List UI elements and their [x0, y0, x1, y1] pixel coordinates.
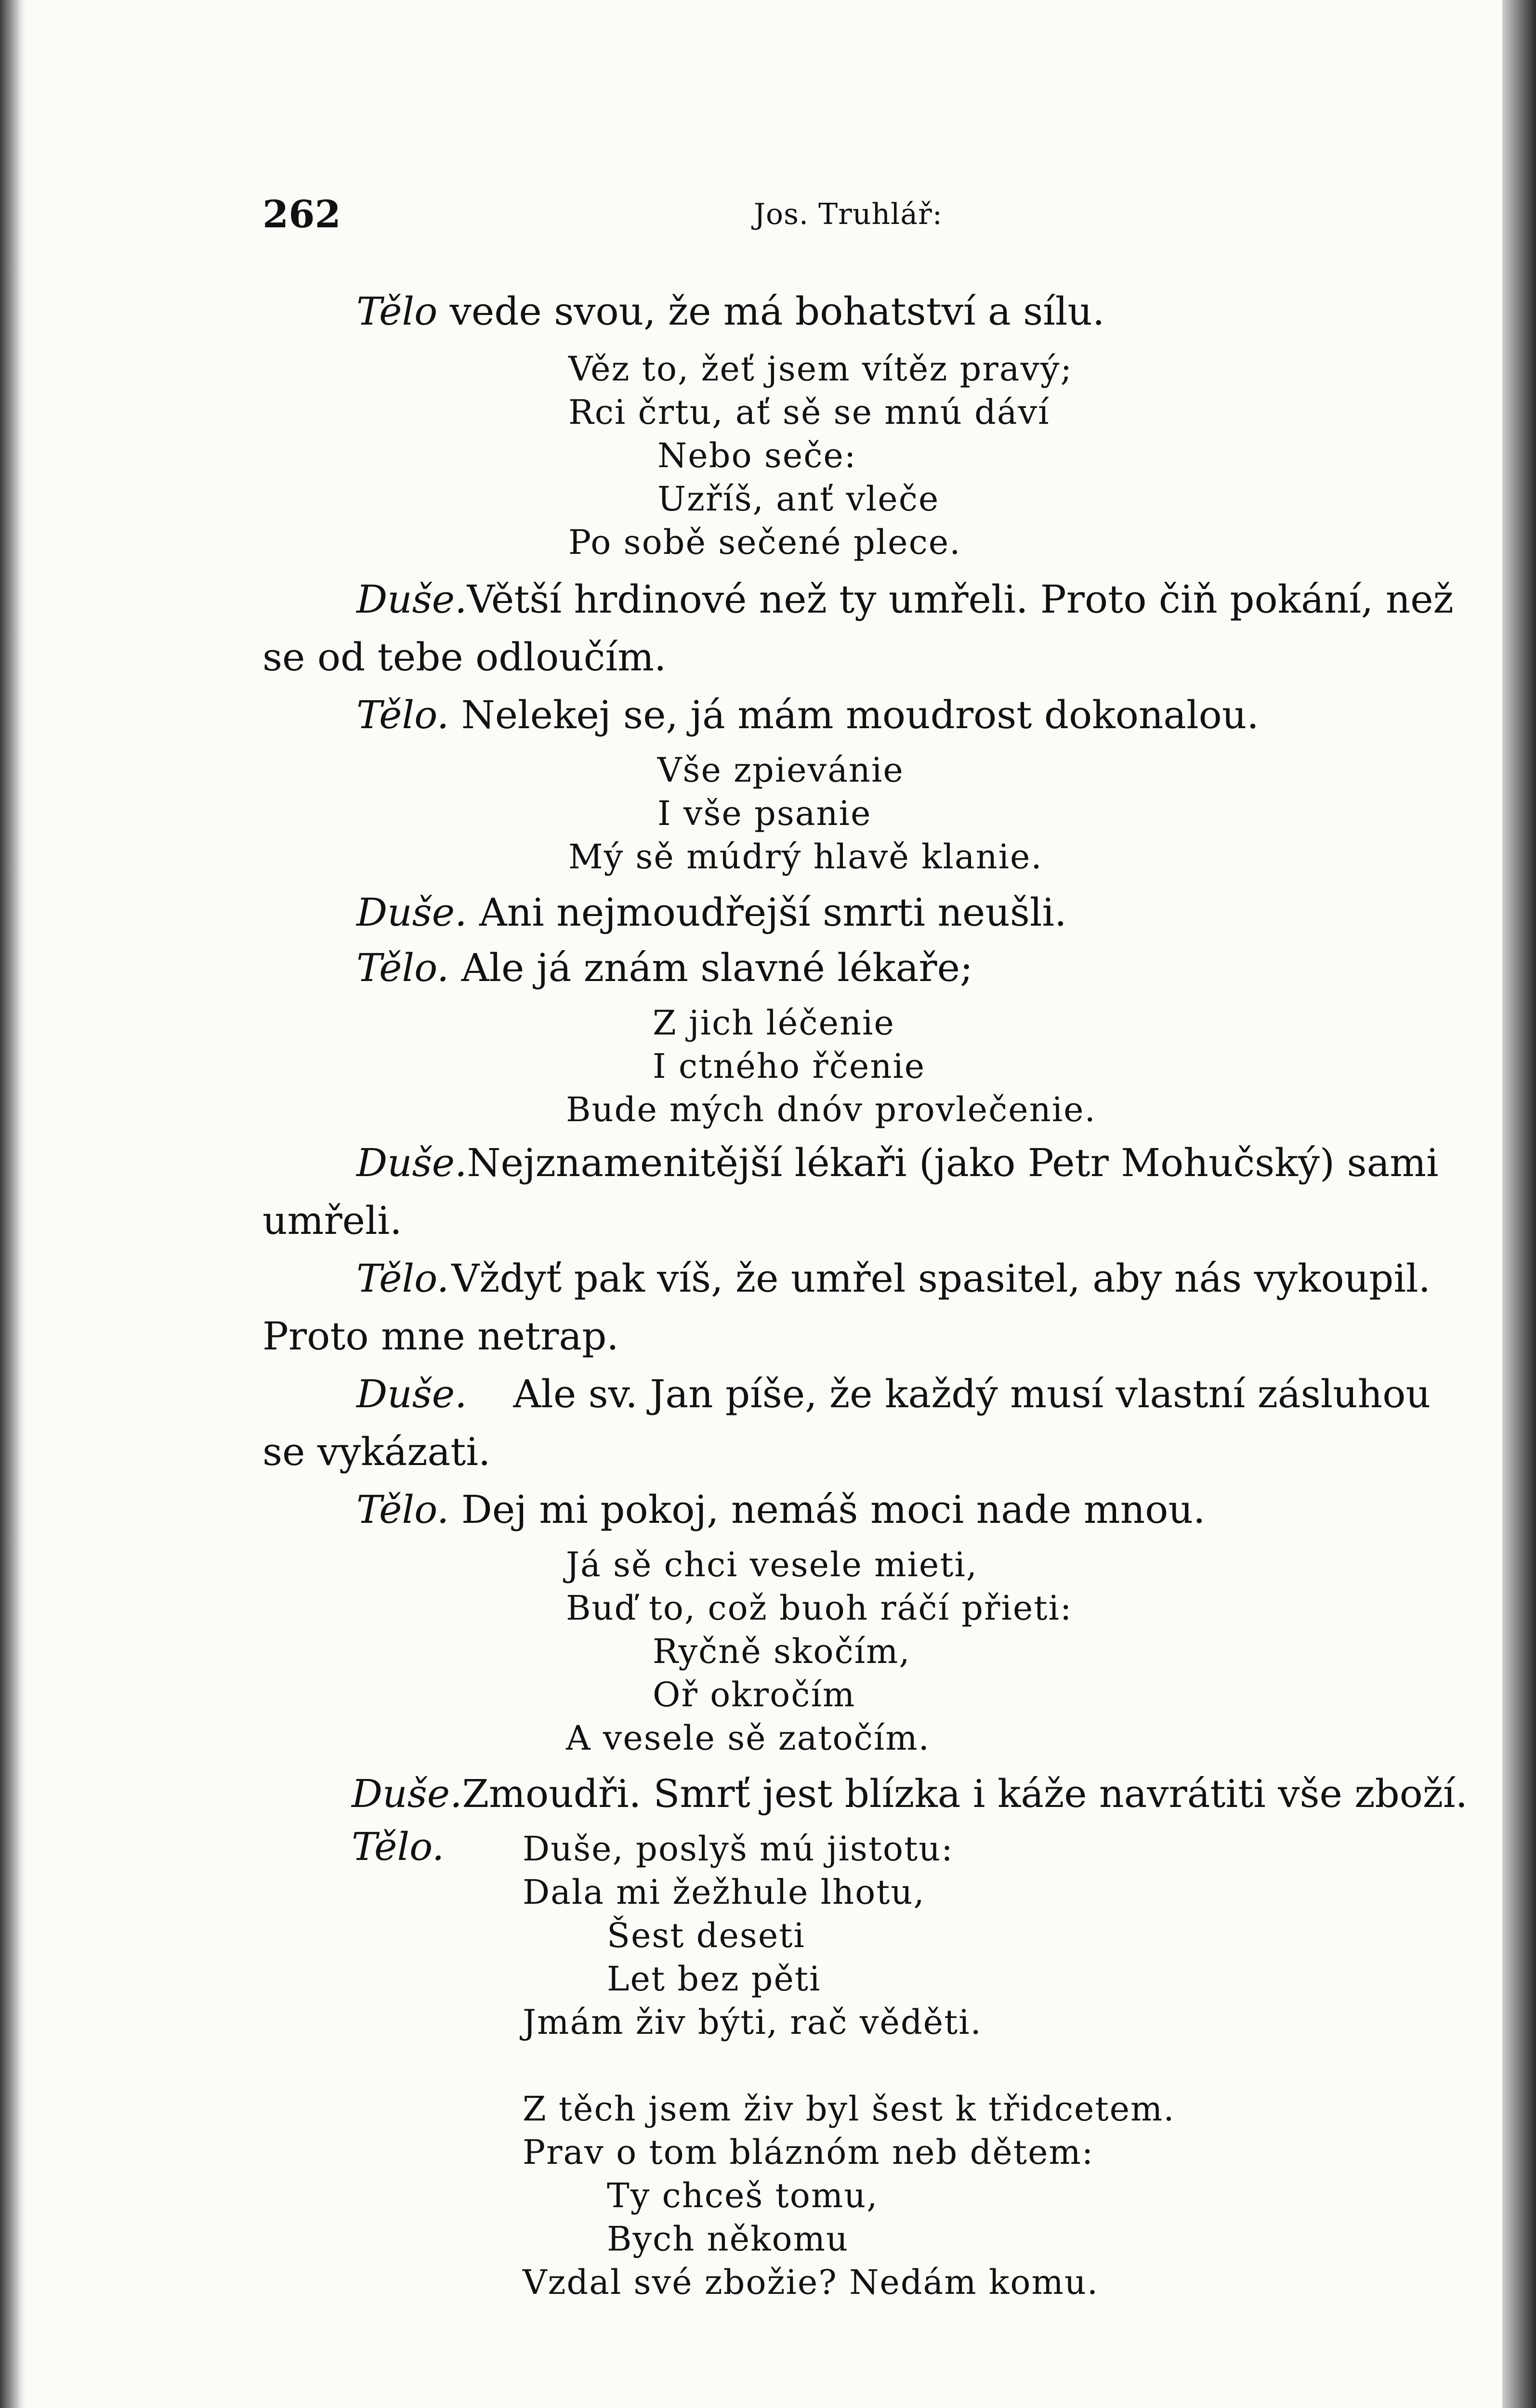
page-number: 262: [263, 193, 341, 236]
speaker: Tělo: [356, 289, 438, 334]
speaker: Tělo.: [356, 945, 449, 990]
prose-line: umřeli.: [263, 1198, 402, 1243]
verse-line: I vše psanie: [657, 794, 872, 833]
speaker: Duše.: [356, 1140, 467, 1185]
verse-line: Věz to, žeť jsem vítěz pravý;: [568, 349, 1073, 389]
verse-line: Vše zpievánie: [657, 750, 904, 790]
verse-line: Dala mi žežhule lhotu,: [523, 1872, 925, 1912]
verse-line: Z jich léčenie: [653, 1003, 895, 1043]
dialogue-line: Duše. Nejznamenitější lékaři (jako Petr Mohučský) sami: [356, 1140, 1439, 1185]
dialogue-line: Tělo. Dej mi pokoj, nemáš moci nade mnou.: [356, 1487, 1206, 1532]
verse-line: Po sobě sečené plece.: [568, 523, 961, 562]
dialogue-line: Tělo. Ale já znám slavné lékaře;: [356, 945, 973, 990]
verse-line: Já sě chci vesele mieti,: [566, 1545, 978, 1584]
verse-line: Uzříš, anť vleče: [657, 479, 940, 519]
verse-line: Bude mých dnóv provlečenie.: [566, 1090, 1096, 1129]
dialogue-line: Duše. Zmoudři. Smrť jest blízka i káže navrátiti vše zboží.: [352, 1771, 1468, 1816]
speaker: Tělo.: [356, 1256, 449, 1301]
verse-line: Ryčně skočím,: [653, 1632, 911, 1671]
verse-line: Šest deseti: [607, 1916, 805, 1955]
speaker: Duše.: [356, 890, 467, 935]
speaker: Duše.: [356, 1372, 467, 1416]
verse-line: Duše, poslyš mú jistotu:: [523, 1829, 954, 1869]
verse-line: Let bez pěti: [607, 1959, 821, 1999]
verse-line: Mý sě múdrý hlavě klanie.: [568, 837, 1043, 877]
verse-line: Prav o tom bláznóm neb dětem:: [523, 2133, 1094, 2172]
speaker: Tělo.: [356, 1487, 449, 1532]
prose-line: Proto mne netrap.: [263, 1314, 619, 1359]
verse-line: Vzdal své zbožie? Nedám komu.: [523, 2263, 1099, 2302]
page-left-edge: [0, 0, 26, 2408]
speaker: Duše.: [356, 577, 467, 622]
speaker: Tělo.: [356, 693, 449, 737]
verse-line: Oř okročím: [653, 1675, 856, 1714]
speaker: Duše.: [352, 1771, 462, 1816]
page-right-edge: [1502, 0, 1536, 2408]
verse-line: Rci črtu, ať sě se mnú dáví: [568, 393, 1050, 432]
verse-line: Jmám živ býti, rač věděti.: [523, 2002, 982, 2042]
dialogue-line: Duše. Větší hrdinové než ty umřeli. Proto čiň pokání, než: [356, 577, 1454, 622]
verse-line: Ty chceš tomu,: [607, 2176, 879, 2215]
verse-line: I ctného řčenie: [653, 1047, 926, 1086]
dialogue-line: Duše. Ani nejmoudřejší smrti neušli.: [356, 890, 1067, 935]
speaker: Tělo.: [352, 1824, 445, 1869]
dialogue-line: Tělo vede svou, že má bohatství a sílu.: [356, 289, 1105, 334]
dialogue-line: Tělo. Vždyť pak víš, že umřel spasitel, aby nás vykoupil.: [356, 1256, 1431, 1301]
verse-line: Nebo seče:: [657, 436, 857, 475]
prose-line: se od tebe odloučím.: [263, 635, 667, 680]
verse-line: Buď to, což buoh ráčí přieti:: [566, 1588, 1073, 1628]
running-head: Jos. Truhlář:: [754, 197, 943, 231]
verse-line: Bych někomu: [607, 2219, 849, 2259]
dialogue-line: Tělo. Nelekej se, já mám moudrost dokonalou.: [356, 693, 1259, 737]
verse-line: Z těch jsem živ byl šest k třidcetem.: [523, 2089, 1175, 2129]
prose-line: se vykázati.: [263, 1429, 491, 1474]
verse-line: A vesele sě zatočím.: [566, 1718, 930, 1758]
dialogue-line: Duše. Ale sv. Jan píše, že každý musí vlastní zásluhou: [356, 1372, 1431, 1416]
